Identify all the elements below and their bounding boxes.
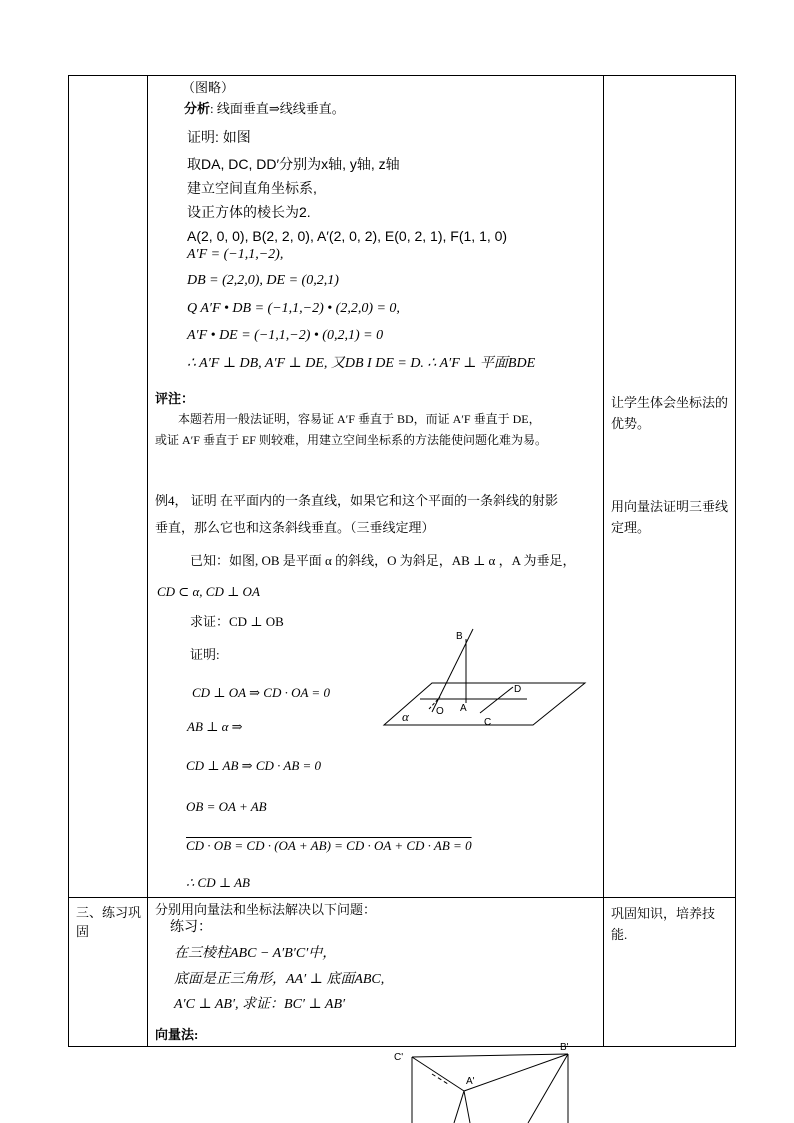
given-line: 已知：如图, OB 是平面 α 的斜线，O 为斜足，AB ⊥ α ，A 为垂足， [190,553,576,568]
proof-step-3: CD ⊥ AB ⇒ CD · AB = 0 [186,758,322,773]
remark-label: 评注： [155,391,195,406]
label-o: O [436,706,444,717]
vector-db-de-line: DB = (2,2,0), DE = (0,2,1) [187,273,339,288]
teaching-note-2: 用向量法证明三垂线定理。 [611,499,729,535]
to-prove-line: 求证：CD ⊥ OB [190,614,284,629]
edge-a1-down-1 [454,1091,464,1123]
label-b-prime: B' [560,1042,569,1053]
exercise-line-3: A′C ⊥ AB′, 求证：BC′ ⊥ AB′ [174,997,346,1012]
vector-method-label: 向量法: [155,1027,199,1042]
figure-omitted-note: （图略） [182,80,235,95]
analysis-label: 分析 [184,101,211,116]
proof-step-5: CD · OB = CD · (OA + AB) = CD · OA + CD · AB = 0 [186,838,472,853]
edge-c1-b1 [412,1054,568,1057]
proof-step-6: ∴ CD ⊥ AB [186,875,250,890]
label-alpha: α [402,709,409,724]
edge-b1-diagonal [528,1054,568,1123]
label-a: A [460,703,467,714]
example4-line-2: 垂直，那么它也和这条斜线垂直。（三垂线定理） [155,520,435,535]
prism-figure [390,1040,590,1123]
label-c: C [484,717,492,728]
column-divider-2 [603,75,604,1047]
label-c-prime: C' [394,1052,404,1063]
proof-intro: 证明: 如图 [187,129,251,145]
row-divider [68,897,736,898]
proof-label: 证明: [190,647,220,662]
column-divider-1 [147,75,148,1047]
teaching-note-3: 巩固知识，培养技能. [611,906,716,942]
analysis-text: : 线面垂直⇒线线垂直。 [210,101,345,116]
conclusion-line: ∴ A′F ⊥ DB, A′F ⊥ DE, 又DB I DE = D. ∴ A′F ⊥ 平面BDE [187,356,536,371]
coord-system-line: 建立空间直角坐标系, [187,180,317,196]
label-d: D [514,684,522,695]
three-perpendicular-figure [380,625,595,740]
given-line-2: CD ⊂ α, CD ⊥ OA [157,584,260,599]
section-label: 三、练习巩固 [76,905,142,939]
line-ob [432,629,473,712]
edge-length-line: 设正方体的棱长为2. [187,204,311,220]
remark-text-2: 或证 A′F 垂直于 EF 则较难，用建立空间坐标系的方法能使问题化难为易。 [155,433,547,447]
example4-line-1: 例4， 证明 在平面内的一条直线，如果它和这个平面的一条斜线的射影 [155,493,559,508]
points-line: A(2, 0, 0), B(2, 2, 0), A′(2, 0, 2), E(0, 2, 1), F(1, 1, 0) [187,228,508,244]
exercise-line-1: 在三棱柱ABC − A′B′C′中， [174,946,337,961]
proof-step-2: AB ⊥ α ⇒ [187,719,243,734]
table-border-right [735,75,736,1047]
dot-product-2-line: A′F • DE = (−1,1,−2) • (0,2,1) = 0 [187,328,384,343]
table-border-left [68,75,69,1047]
vector-af-line: A′F = (−1,1,−2), [187,247,284,262]
exercise-line-2: 底面是正三角形，AA′ ⊥ 底面ABC, [174,972,385,987]
table-border-top [68,75,736,76]
teaching-note-1: 让学生体会坐标法的优势。 [611,395,729,431]
axes-line: 取DA, DC, DD′分别为x轴, y轴, z轴 [187,156,400,172]
edge-a1-down-2 [464,1091,470,1123]
exercise-intro: 分别用向量法和坐标法解决以下问题： [155,902,377,917]
analysis-line [184,102,345,115]
remark-text-1: 本题若用一般法证明，容易证 A′F 垂直于 BD，而证 A′F 垂直于 DE， [178,412,541,426]
proof-step-1: CD ⊥ OA ⇒ CD · OA = 0 [192,685,330,700]
line-cd [480,687,513,713]
exercise-label: 练习： [170,920,212,935]
edge-a1-b1 [464,1054,568,1091]
dot-product-1-line: Q A′F • DB = (−1,1,−2) • (2,2,0) = 0, [187,301,400,316]
edge-c1-a1 [412,1057,464,1091]
label-a-prime: A' [466,1076,475,1087]
label-b: B [456,631,463,642]
proof-step-4: OB = OA + AB [186,799,267,814]
